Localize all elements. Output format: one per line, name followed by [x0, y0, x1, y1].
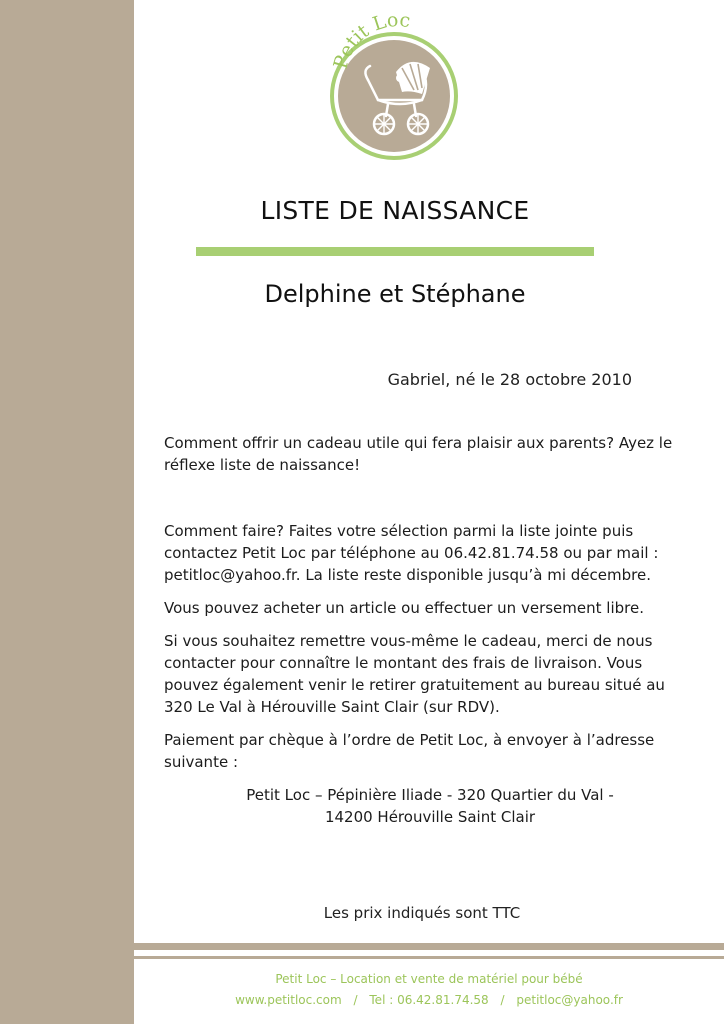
footer-divider-thick: [134, 943, 724, 950]
how-to-paragraph: [164, 520, 696, 586]
payment-paragraph: [164, 729, 696, 773]
svg-text:Petit Loc: Petit Loc: [329, 10, 412, 72]
title-underline: [196, 247, 594, 256]
footer-separator: /: [353, 993, 358, 1007]
address-line-1: Petit Loc – Pépinière Iliade - 320 Quartier du Val -: [246, 786, 614, 804]
paragraph-text: Paiement par chèque à l’ordre de Petit Loc, à envoyer à l’adresse suivante :: [164, 731, 655, 771]
footer-divider-thin: [134, 956, 724, 959]
left-sidebar-band: [0, 0, 134, 1024]
address-line-2: 14200 Hérouville Saint Clair: [324, 808, 536, 826]
delivery-paragraph: [164, 630, 696, 718]
intro-paragraph: [164, 432, 696, 476]
birth-announcement: Gabriel, né le 28 octobre 2010: [387, 370, 632, 389]
purchase-options-paragraph: [164, 597, 696, 619]
paragraph-text: Vous pouvez acheter un article ou effectuer un versement libre.: [164, 599, 644, 617]
footer-contacts: [134, 990, 724, 1011]
footer-separator: /: [500, 993, 505, 1007]
paragraph-text: Comment offrir un cadeau utile qui fera plaisir aux parents? Ayez le réflexe liste de naissance!: [164, 434, 673, 474]
petit-loc-logo: [318, 10, 468, 160]
paragraph-text: Si vous souhaitez remettre vous-même le cadeau, merci de nous contacter pour connaître le montant des frais de livraison. Vous pouvez également venir le retirer gratuitement au bureau situé au 320 Le Val à Hérouville Saint Clair (sur RDV).: [164, 632, 665, 716]
parents-names: Delphine et Stéphane: [264, 280, 526, 308]
baby-stroller-icon: [318, 10, 468, 160]
footer-website-link[interactable]: www.petitloc.com: [235, 993, 342, 1007]
footer-phone: Tel : 06.42.81.74.58: [369, 993, 489, 1007]
footer: [134, 969, 724, 1011]
footer-email-link[interactable]: petitloc@yahoo.fr: [516, 993, 623, 1007]
prices-note: Les prix indiqués sont TTC: [323, 904, 521, 922]
mailing-address: [164, 784, 696, 828]
paragraph-text: Comment faire? Faites votre sélection parmi la liste jointe puis contactez Petit Loc par téléphone au 06.42.81.74.58 ou par mail : petitloc@yahoo.fr. La liste reste disponible jusqu’à mi décembre.: [164, 522, 659, 584]
page-title: LISTE DE NAISSANCE: [260, 196, 530, 225]
footer-tagline: Petit Loc – Location et vente de matériel pour bébé: [275, 972, 583, 986]
